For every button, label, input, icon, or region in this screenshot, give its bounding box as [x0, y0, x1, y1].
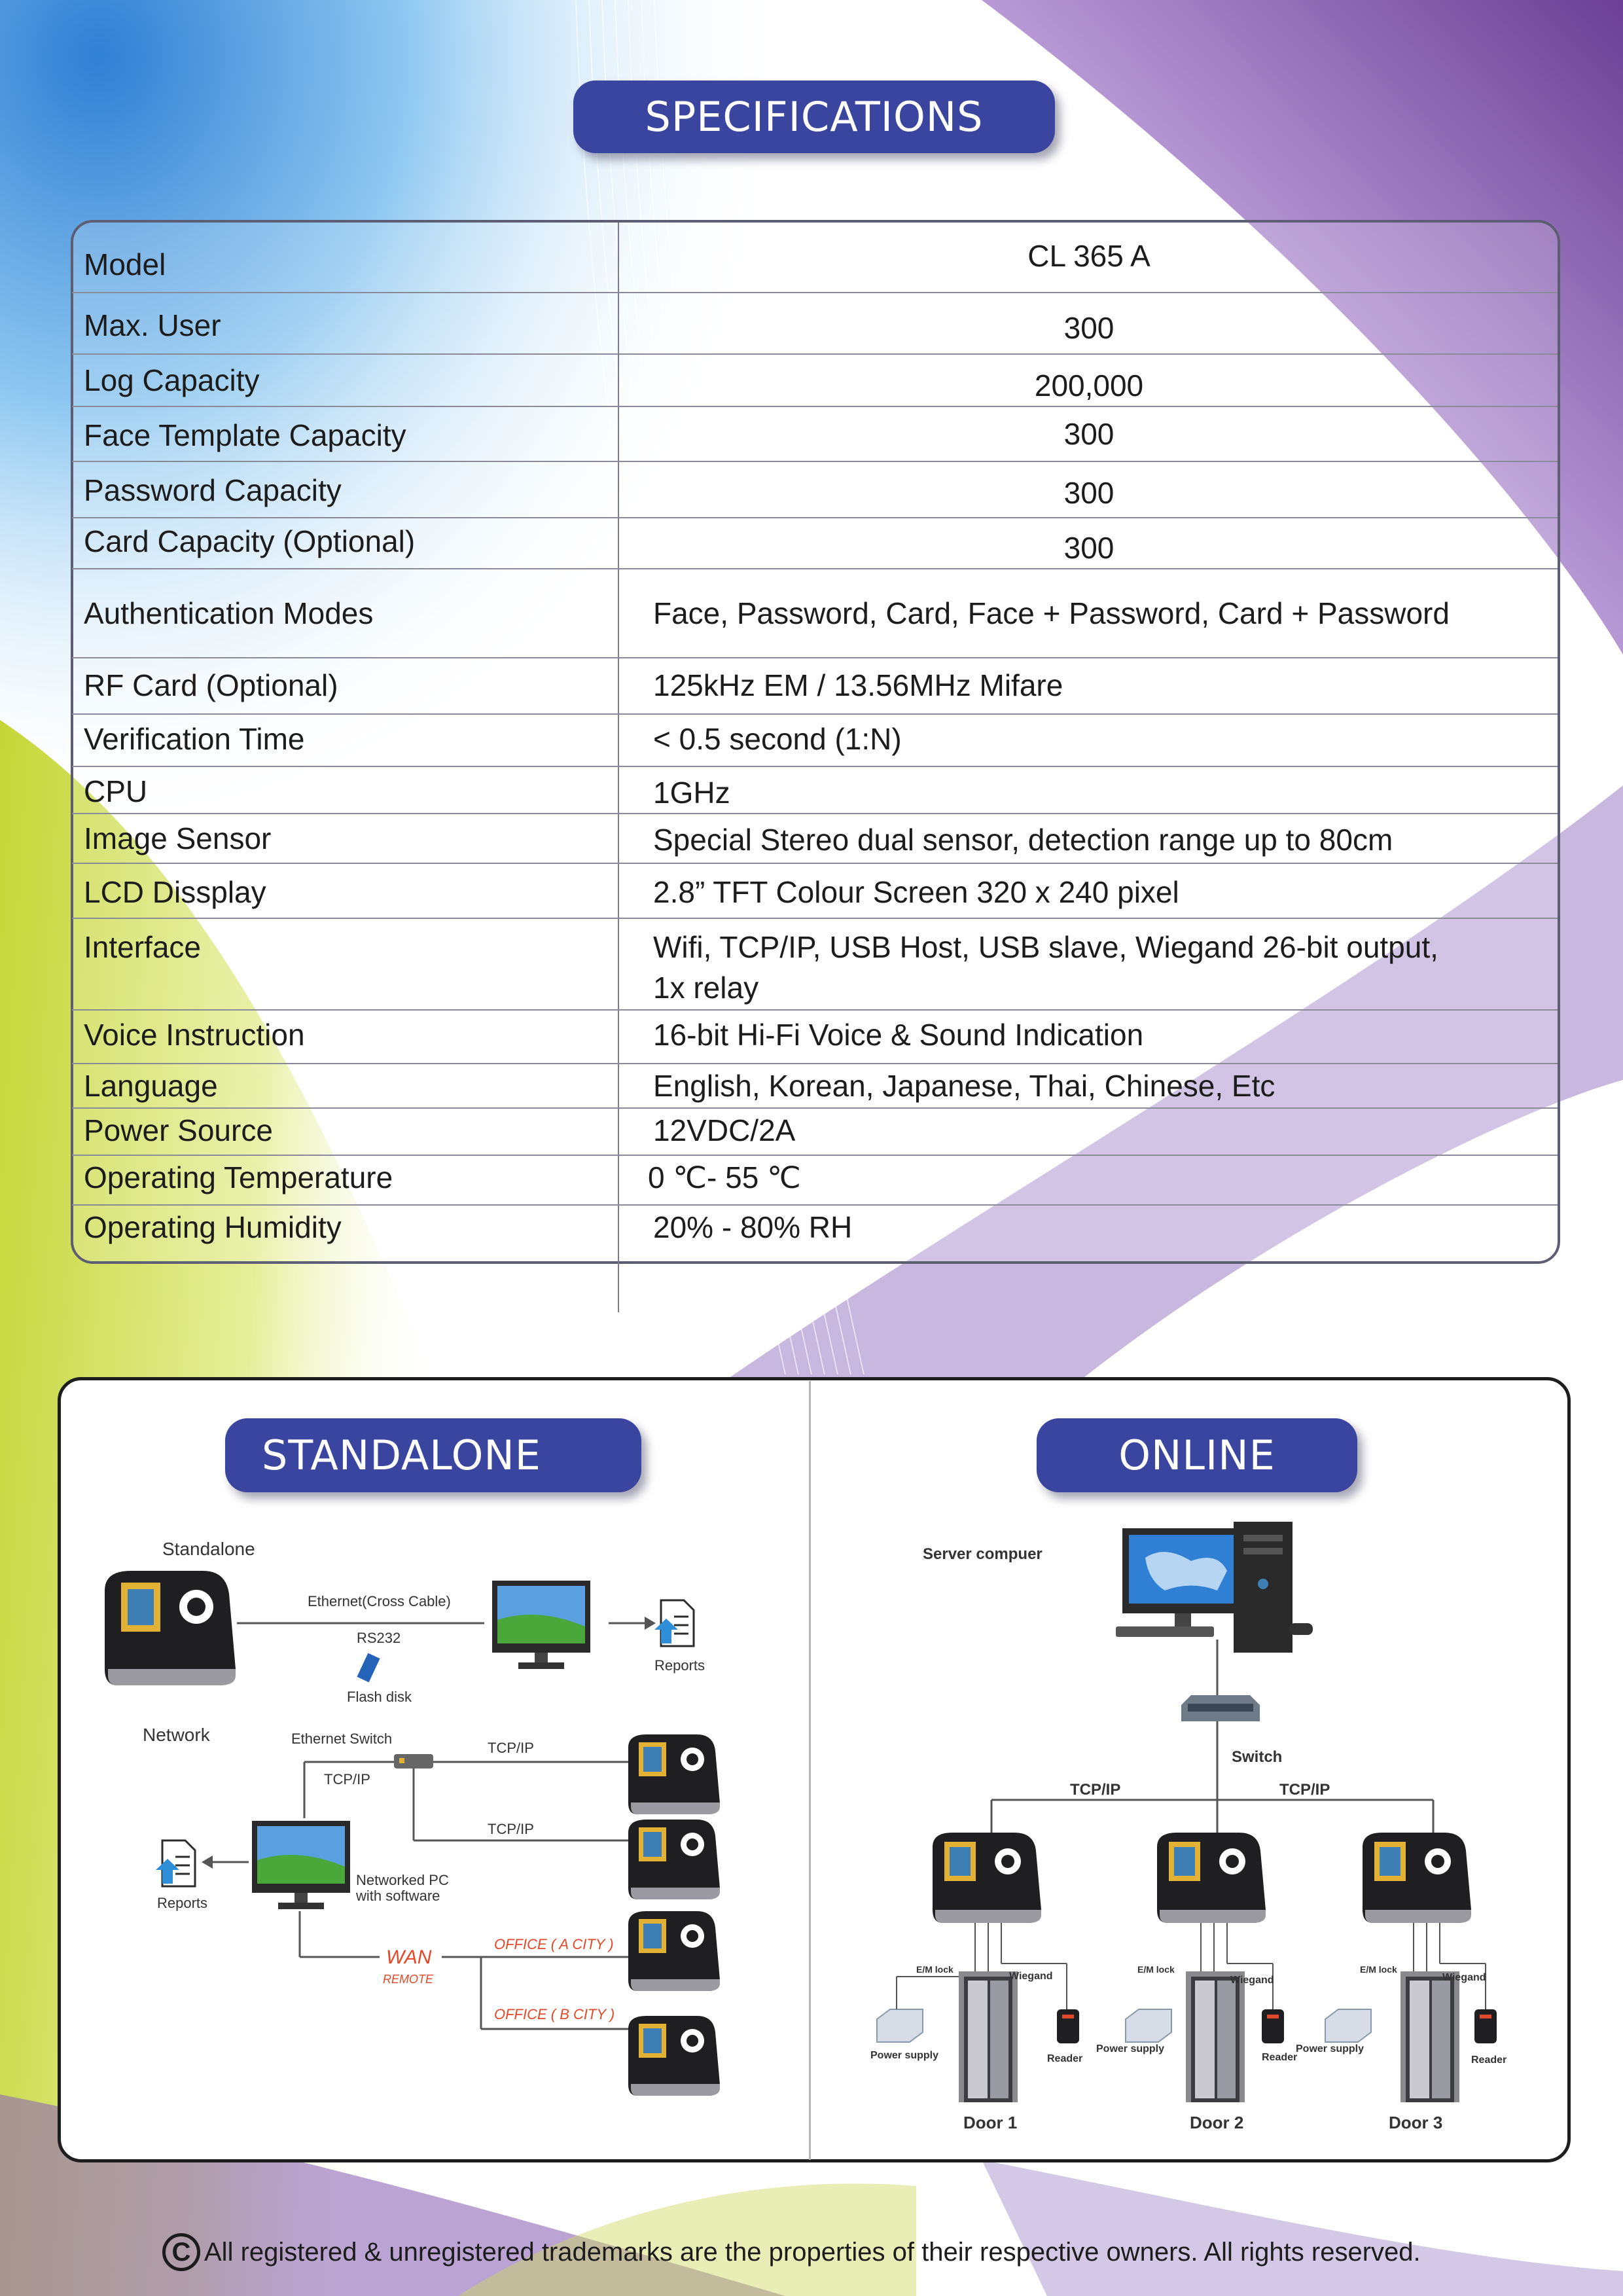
row-divider [72, 657, 1558, 658]
door-3 [1400, 1971, 1459, 2102]
label-ethernet-switch: Ethernet Switch [291, 1731, 393, 1747]
spec-value-operating-humidity: 20% - 80% RH [653, 1210, 853, 1244]
spec-value-interface-line2: 1x relay [653, 971, 759, 1005]
door-2 [1186, 1971, 1245, 2102]
reports-icon [654, 1600, 694, 1646]
label-office-b: OFFICE ( B CITY ) [494, 2006, 615, 2022]
arrow-right-icon [645, 1617, 656, 1630]
spec-label-rf-card: RF Card (Optional) [84, 668, 338, 702]
row-divider [72, 1155, 1558, 1156]
standalone-monitor [492, 1581, 590, 1669]
label-remote: REMOTE [383, 1973, 434, 1986]
panel-divider [809, 1381, 811, 2160]
spec-label-card-capacity: Card Capacity (Optional) [84, 524, 416, 558]
spec-value-cpu: 1GHz [653, 776, 730, 810]
spec-value-power-source: 12VDC/2A [653, 1113, 796, 1147]
spec-value-authentication: Face, Password, Card, Face + Password, Card + Password [653, 596, 1450, 630]
arrow-left-icon [202, 1856, 213, 1869]
network-terminal-2 [628, 1820, 720, 1899]
label-networked-pc-2: with software [356, 1888, 440, 1904]
label-tcpip-left: TCP/IP [1070, 1781, 1121, 1799]
label-em-lock-2: E/M lock [1137, 1964, 1175, 1975]
row-divider [72, 766, 1558, 767]
row-divider [72, 568, 1558, 569]
spec-value-password-capacity: 300 [1063, 476, 1115, 510]
keyboard-icon [1116, 1626, 1214, 1637]
row-divider [72, 461, 1558, 462]
label-wan: WAN [386, 1946, 432, 1968]
label-em-lock-1: E/M lock [916, 1964, 954, 1975]
spec-label-model: Model [84, 247, 166, 281]
flash-disk-icon [357, 1653, 380, 1683]
online-diagram [825, 1505, 1551, 2147]
row-divider [72, 813, 1558, 814]
spec-value-lcd: 2.8” TFT Colour Screen 320 x 240 pixel [653, 875, 1179, 909]
label-tcpip-a: TCP/IP [324, 1771, 370, 1787]
spec-label-authentication: Authentication Modes [84, 596, 374, 630]
label-tcpip-c: TCP/IP [488, 1821, 534, 1837]
footer-text: All registered & unregistered trademarks are the properties of their respective owners. All rights reserved. [204, 2237, 1421, 2267]
label-tcpip-right: TCP/IP [1279, 1781, 1330, 1799]
label-switch: Switch [1232, 1748, 1283, 1766]
reader-1 [1057, 2009, 1079, 2043]
row-divider [72, 863, 1558, 864]
spec-label-voice: Voice Instruction [84, 1018, 305, 1052]
row-divider [72, 353, 1558, 355]
label-reports-left: Reports [157, 1895, 208, 1911]
spec-value-interface: Wifi, TCP/IP, USB Host, USB slave, Wiegand 26-bit output, [653, 930, 1438, 964]
row-divider [72, 1009, 1558, 1011]
label-reader-2: Reader [1262, 2052, 1298, 2063]
reports-left-icon [156, 1840, 195, 1886]
label-office-a: OFFICE ( A CITY ) [494, 1936, 614, 1952]
label-reader-3: Reader [1471, 2054, 1507, 2066]
standalone-title-text: STANDALONE [262, 1431, 541, 1479]
label-power-supply-1: Power supply [870, 2050, 939, 2061]
power-supply-3 [1325, 2009, 1371, 2042]
row-divider [72, 918, 1558, 919]
spec-value-model: CL 365 A [1027, 239, 1150, 273]
label-wiegand-2: Wiegand [1230, 1975, 1274, 1986]
spec-value-log-capacity: 200,000 [1034, 368, 1144, 403]
spec-label-image-sensor: Image Sensor [84, 821, 272, 855]
label-ethernet-cross: Ethernet(Cross Cable) [308, 1593, 451, 1609]
footer [162, 2233, 1421, 2271]
copyright-symbol: C [171, 2237, 191, 2267]
spec-value-image-sensor: Special Stereo dual sensor, detection range up to 80cm [653, 823, 1393, 857]
online-terminal-1 [933, 1833, 1041, 1923]
label-power-supply-3: Power supply [1296, 2043, 1364, 2054]
label-wiegand-1: Wiegand [1009, 1971, 1053, 1982]
label-server: Server compuer [923, 1545, 1043, 1563]
spec-value-max-user: 300 [1063, 311, 1115, 345]
spec-value-card-capacity: 300 [1063, 531, 1115, 565]
label-network: Network [143, 1725, 210, 1745]
online-terminal-2 [1157, 1833, 1266, 1923]
row-divider [72, 713, 1558, 715]
label-wiegand-3: Wiegand [1442, 1972, 1486, 1983]
power-supply-1 [877, 2009, 923, 2042]
row-divider [72, 517, 1558, 518]
online-terminal-3 [1363, 1833, 1471, 1923]
label-rs232: RS232 [357, 1630, 401, 1646]
network-terminal-4 [628, 2016, 720, 2096]
label-reports-top: Reports [654, 1657, 705, 1674]
reader-3 [1474, 2009, 1497, 2043]
spec-label-cpu: CPU [84, 774, 148, 808]
standalone-title [225, 1418, 641, 1492]
label-power-supply-2: Power supply [1096, 2043, 1165, 2054]
spec-label-verification: Verification Time [84, 722, 305, 756]
standalone-diagram [92, 1525, 792, 2134]
online-title-text: ONLINE [1118, 1431, 1275, 1479]
spec-label-lcd: LCD Dissplay [84, 875, 266, 909]
label-door-1: Door 1 [963, 2113, 1018, 2132]
mouse-icon [1289, 1623, 1313, 1635]
row-divider [72, 406, 1558, 407]
spec-label-operating-temp: Operating Temperature [84, 1160, 393, 1194]
spec-value-operating-temp: 0 ℃- 55 ℃ [648, 1160, 801, 1194]
label-em-lock-3: E/M lock [1360, 1964, 1397, 1975]
spec-value-rf-card: 125kHz EM / 13.56MHz Mifare [653, 668, 1063, 702]
spec-label-language: Language [84, 1069, 218, 1103]
spec-value-face-template: 300 [1063, 417, 1115, 451]
spec-value-language: English, Korean, Japanese, Thai, Chinese, Etc [653, 1069, 1275, 1103]
power-supply-2 [1126, 2009, 1171, 2042]
row-divider [72, 292, 1558, 293]
specifications-title-text: SPECIFICATIONS [645, 93, 984, 141]
spec-label-max-user: Max. User [84, 308, 221, 342]
standalone-terminal [105, 1571, 236, 1685]
spec-label-operating-humidity: Operating Humidity [84, 1210, 342, 1244]
label-door-3: Door 3 [1389, 2113, 1443, 2132]
row-divider [72, 1107, 1558, 1109]
copyright-icon [162, 2233, 200, 2271]
online-title [1037, 1418, 1357, 1492]
spec-label-log-capacity: Log Capacity [84, 363, 260, 397]
spec-label-interface: Interface [84, 930, 201, 964]
spec-label-power-source: Power Source [84, 1113, 273, 1147]
label-flash-disk: Flash disk [347, 1689, 412, 1705]
spec-value-voice: 16-bit Hi-Fi Voice & Sound Indication [653, 1018, 1144, 1052]
network-terminal-1 [628, 1734, 720, 1814]
reader-2 [1262, 2009, 1284, 2043]
spec-label-password-capacity: Password Capacity [84, 473, 342, 507]
row-divider [72, 1063, 1558, 1064]
spec-value-verification: < 0.5 second (1:N) [653, 722, 902, 756]
label-standalone: Standalone [162, 1539, 255, 1559]
door-1 [959, 1971, 1018, 2102]
label-tcpip-b: TCP/IP [488, 1740, 534, 1756]
row-divider [72, 1204, 1558, 1206]
network-terminal-3 [628, 1911, 720, 1991]
label-reader-1: Reader [1047, 2053, 1083, 2064]
spec-label-face-template: Face Template Capacity [84, 418, 406, 452]
label-door-2: Door 2 [1190, 2113, 1244, 2132]
label-networked-pc-1: Networked PC [356, 1872, 449, 1888]
networked-pc-monitor [252, 1821, 350, 1909]
specifications-title [573, 81, 1055, 153]
